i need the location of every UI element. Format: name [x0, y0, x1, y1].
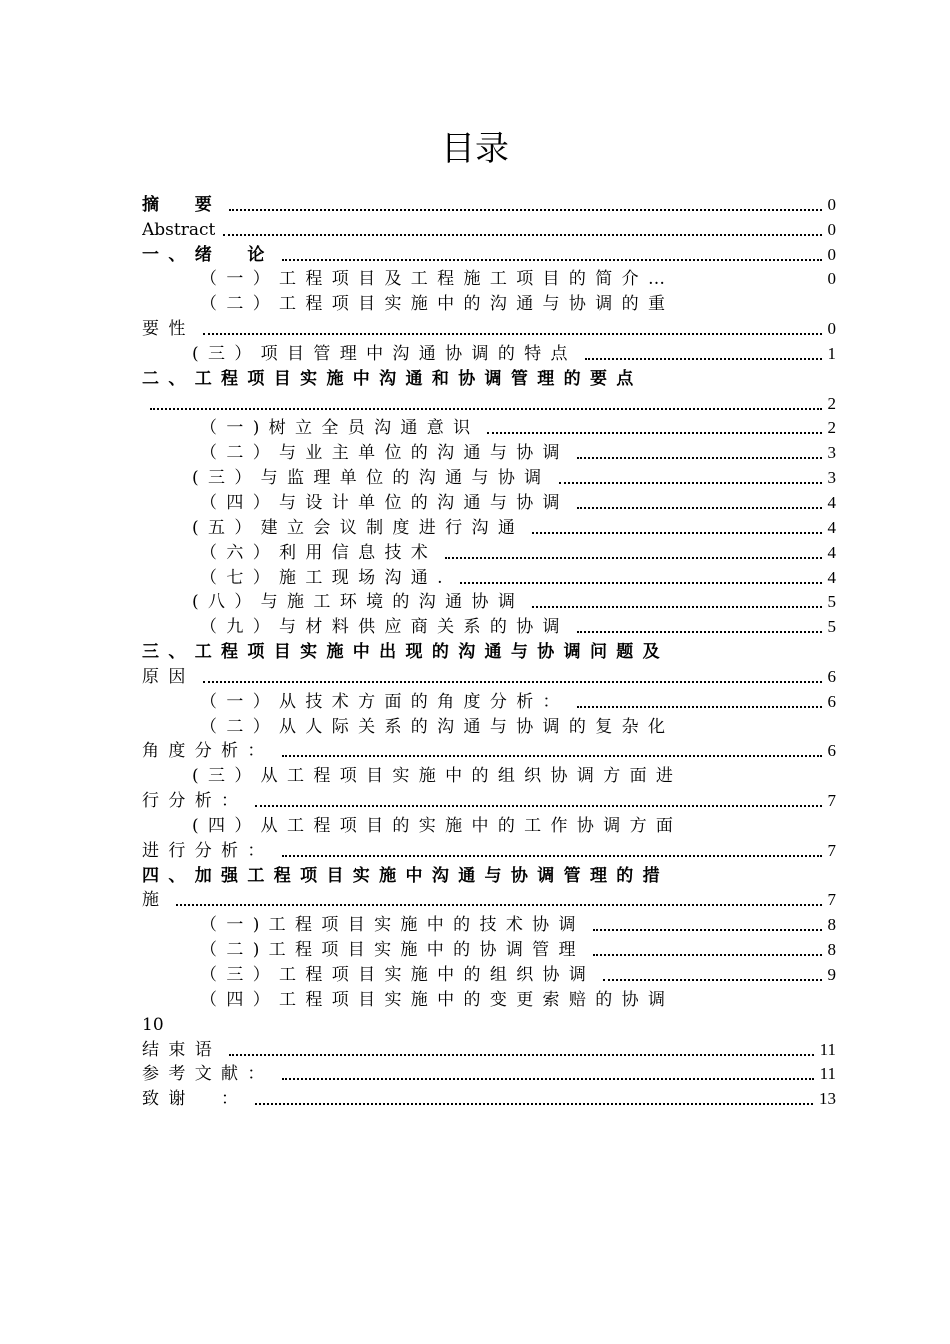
toc-page-number: 6	[827, 741, 836, 761]
dot-leader	[203, 333, 822, 335]
toc-page-number: 4	[827, 517, 836, 537]
toc-entry-label: （九）与材料供应商关系的协调	[200, 617, 569, 638]
dot-leader	[229, 209, 821, 211]
toc-entry[interactable]	[142, 762, 836, 787]
toc-entry-label: Abstract	[142, 219, 216, 240]
toc-entry-label: 二、工程项目实施中沟通和协调管理的要点	[142, 368, 643, 389]
dot-leader	[577, 706, 822, 708]
toc-page-number: 11	[819, 1039, 836, 1059]
toc-entry[interactable]	[142, 216, 836, 241]
toc-entry-label: 三、工程项目实施中出现的沟通与协调问题及	[142, 642, 669, 663]
toc-page-number: 0	[827, 244, 836, 264]
toc-page-number: 7	[827, 791, 836, 811]
toc-entry[interactable]	[142, 887, 836, 912]
dot-leader	[593, 954, 822, 956]
toc-entry-label: （四）与设计单位的沟通与协调	[200, 492, 569, 513]
toc-page-number: 8	[827, 915, 836, 935]
toc-entry-label: 结束语	[142, 1039, 222, 1060]
toc-entry-label: （三）工程项目实施中的组织协调	[200, 965, 596, 985]
toc-entry[interactable]	[142, 290, 836, 315]
dot-leader	[577, 457, 822, 459]
dot-leader	[532, 606, 821, 608]
toc-entry-label: (八）与施工环境的沟通协调	[192, 592, 525, 613]
toc-entry[interactable]	[142, 514, 836, 539]
toc-entry[interactable]	[142, 812, 836, 837]
dot-leader	[223, 234, 821, 236]
toc-entry[interactable]	[142, 589, 836, 614]
toc-entry[interactable]	[142, 340, 836, 365]
toc-entry[interactable]	[142, 663, 836, 688]
toc-entry[interactable]	[142, 1036, 836, 1061]
dot-leader	[559, 482, 822, 484]
toc-entry[interactable]	[142, 936, 836, 961]
toc-entry-label: (三）项目管理中沟通协调的特点	[192, 343, 577, 364]
toc-entry-label: 施	[142, 890, 169, 911]
toc-entry[interactable]	[142, 713, 836, 738]
toc-page-number: 2	[827, 418, 836, 438]
dot-leader	[532, 532, 821, 534]
toc-page-number: 7	[827, 890, 836, 910]
toc-entry-label: (三）从工程项目实施中的组织协调方面进	[192, 766, 683, 787]
toc-entry-label: 摘 要	[142, 194, 222, 215]
dot-leader	[577, 507, 822, 509]
toc-page-number: 4	[827, 492, 836, 512]
toc-entry-label: 致谢 ：	[142, 1089, 248, 1110]
toc-entry[interactable]	[142, 1085, 836, 1110]
toc-entry[interactable]	[142, 489, 836, 514]
dot-leader	[255, 1103, 813, 1105]
toc-page-number: 0	[827, 194, 836, 214]
toc-page-number: 6	[827, 691, 836, 711]
toc-entry[interactable]	[142, 266, 836, 291]
toc-entry-label: (五）建立会议制度进行沟通	[192, 517, 525, 538]
dot-leader	[203, 681, 822, 683]
toc-page-number: 5	[827, 592, 836, 612]
toc-entry-label: （二)工程项目实施中的协调管理	[200, 940, 585, 961]
dot-leader	[577, 631, 822, 633]
toc-entry[interactable]	[142, 1061, 836, 1086]
toc-entry[interactable]	[142, 738, 836, 763]
toc-entry[interactable]	[142, 241, 836, 266]
toc-page-number: 1	[827, 343, 836, 363]
toc-entry[interactable]	[142, 787, 836, 812]
toc-entry[interactable]	[142, 961, 836, 986]
toc-page-number: 0	[827, 219, 836, 239]
toc-entry-label: 四、加强工程项目实施中沟通与协调管理的措	[142, 865, 669, 886]
toc-page-number: 7	[827, 840, 836, 860]
dot-leader	[593, 929, 822, 931]
toc-entry-label: （一）从技术方面的角度分析：	[200, 691, 569, 712]
dot-leader	[229, 1054, 814, 1056]
toc-entry-label: （七）施工现场沟通.	[200, 567, 452, 588]
toc-entry[interactable]	[142, 464, 836, 489]
dot-leader	[487, 432, 821, 434]
dot-leader	[150, 408, 822, 410]
toc-page-number: 13	[819, 1089, 836, 1109]
toc-entry[interactable]	[142, 191, 836, 216]
dot-leader	[603, 979, 821, 981]
dot-leader	[585, 358, 822, 360]
toc-entry-label: 原因	[142, 666, 195, 687]
toc-entry-label: （四）工程项目实施中的变更索赔的协调	[200, 989, 675, 1010]
toc-page-number: 3	[827, 443, 836, 463]
toc-page-number: 4	[827, 567, 836, 587]
toc-entry-label: 一、绪 论	[142, 244, 274, 265]
toc-entry[interactable]	[142, 613, 836, 638]
toc-entry-label: (三）与监理单位的沟通与协调	[192, 468, 551, 489]
dot-leader	[255, 805, 821, 807]
toc-entry[interactable]	[142, 688, 836, 713]
toc-entry[interactable]	[142, 365, 836, 390]
toc-entry[interactable]	[142, 986, 836, 1011]
toc-entry[interactable]	[142, 1011, 836, 1036]
toc-entry-label: （一)树立全员沟通意识	[200, 418, 480, 439]
toc-entry[interactable]	[142, 539, 836, 564]
table-of-contents	[142, 191, 836, 1110]
dot-leader	[282, 855, 822, 857]
toc-page-number: 9	[827, 965, 836, 984]
toc-entry-label: （一)工程项目实施中的技术协调	[200, 915, 585, 936]
toc-entry[interactable]	[142, 837, 836, 862]
toc-page-number: 0	[827, 269, 836, 289]
toc-page-number: 2	[827, 393, 836, 413]
toc-entry-label: 进行分析：	[142, 840, 274, 861]
toc-title: 目录	[441, 129, 509, 169]
toc-entry-label: （六）利用信息技术	[200, 542, 438, 563]
toc-entry-label: 参考文献：	[142, 1064, 274, 1085]
dot-leader	[460, 582, 822, 584]
toc-page-number: 0	[827, 319, 836, 339]
toc-entry-label: 10	[142, 1014, 164, 1035]
toc-entry-label: （二）与业主单位的沟通与协调	[200, 443, 569, 464]
toc-entry[interactable]	[142, 638, 836, 663]
toc-entry-label: 要性	[142, 319, 195, 340]
toc-entry-label: 角度分析：	[142, 741, 274, 762]
toc-entry-label: （一）工程项目及工程施工项目的简介…	[200, 269, 675, 290]
toc-page-number: 11	[819, 1064, 836, 1084]
toc-entry[interactable]	[142, 415, 836, 440]
toc-entry[interactable]	[142, 315, 836, 340]
toc-entry-label: 行分析：	[142, 791, 248, 812]
toc-entry-label: (四）从工程项目的实施中的工作协调方面	[192, 815, 683, 836]
toc-entry[interactable]	[142, 390, 836, 415]
toc-entry[interactable]	[142, 439, 836, 464]
toc-entry[interactable]	[142, 564, 836, 589]
toc-page-number: 3	[827, 468, 836, 488]
toc-page-number: 8	[827, 940, 836, 960]
toc-entry-label: （二）工程项目实施中的沟通与协调的重	[200, 294, 675, 315]
toc-entry[interactable]	[142, 911, 836, 936]
toc-page-number: 6	[827, 666, 836, 686]
toc-entry-label: （二）从人际关系的沟通与协调的复杂化	[200, 716, 675, 737]
dot-leader	[176, 904, 821, 906]
dot-leader	[282, 1078, 814, 1080]
dot-leader	[282, 259, 822, 261]
dot-leader	[445, 557, 821, 559]
toc-page-number: 4	[827, 542, 836, 562]
toc-page-number: 5	[827, 617, 836, 637]
toc-entry[interactable]	[142, 862, 836, 887]
dot-leader	[282, 755, 822, 757]
